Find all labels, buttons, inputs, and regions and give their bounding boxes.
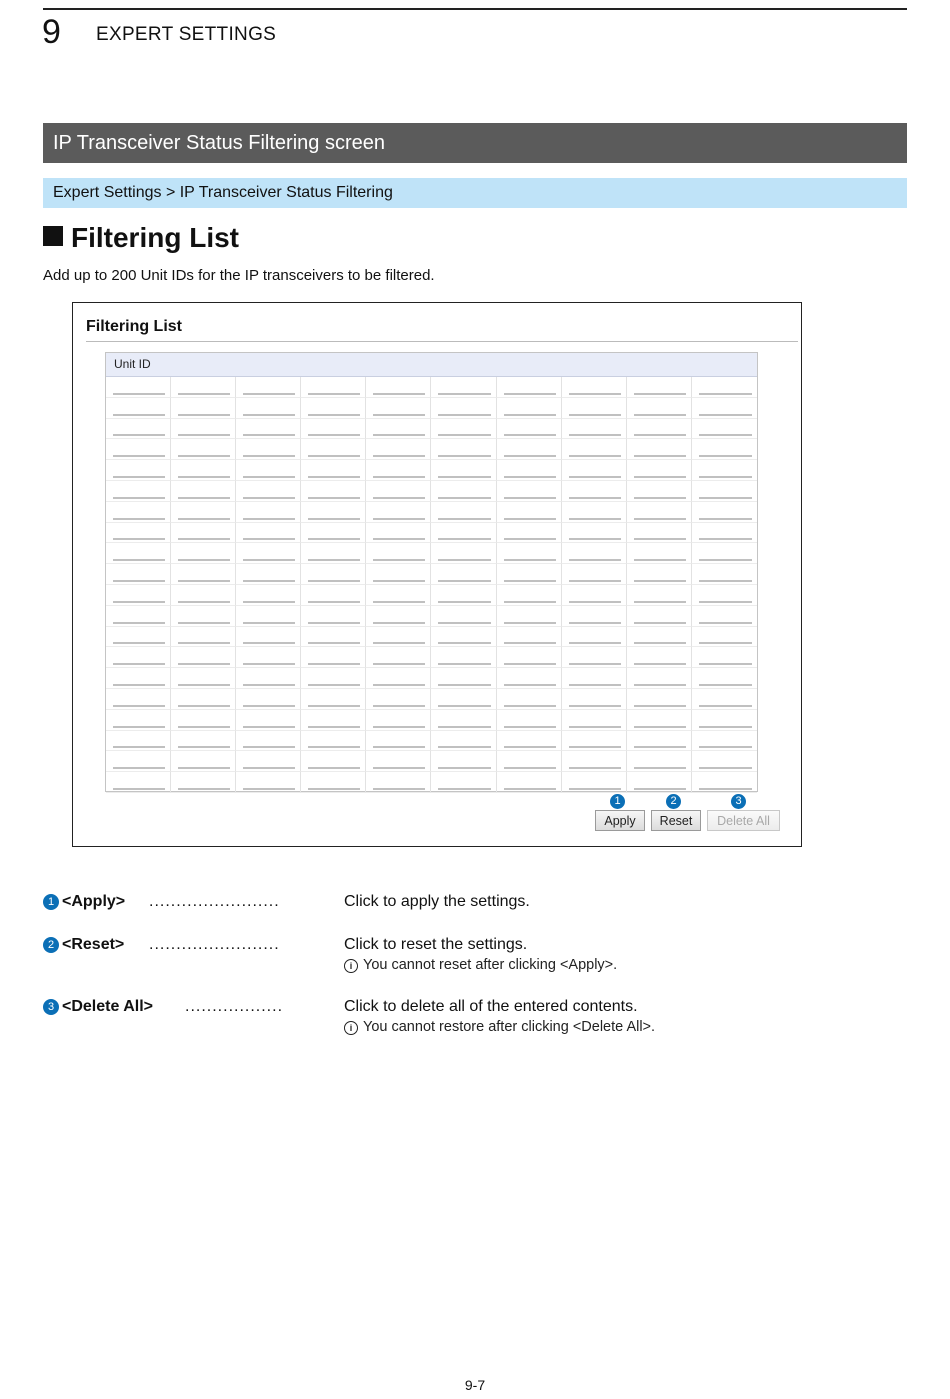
unit-id-input[interactable] xyxy=(562,481,627,502)
marker-1: 1 xyxy=(610,794,625,809)
unit-id-input[interactable] xyxy=(497,377,562,398)
unit-id-input[interactable] xyxy=(106,627,171,648)
unit-id-input[interactable] xyxy=(692,419,757,440)
unit-id-input[interactable] xyxy=(301,439,366,460)
unit-id-input[interactable] xyxy=(562,377,627,398)
unit-id-input[interactable] xyxy=(366,377,431,398)
unit-id-input[interactable] xyxy=(106,731,171,752)
unit-id-input[interactable] xyxy=(301,772,366,793)
unit-id-input[interactable] xyxy=(106,710,171,731)
description-text: Click to apply the settings. xyxy=(344,893,530,910)
unit-id-input[interactable] xyxy=(627,689,692,710)
unit-id-input[interactable] xyxy=(562,731,627,752)
chapter-number: 9 xyxy=(42,13,61,51)
unit-id-input[interactable] xyxy=(497,439,562,460)
unit-id-input[interactable] xyxy=(171,523,236,544)
unit-id-input[interactable] xyxy=(171,481,236,502)
leader-dots: ........................ xyxy=(149,936,280,953)
unit-id-input[interactable] xyxy=(627,647,692,668)
unit-id-input[interactable] xyxy=(692,523,757,544)
unit-id-input[interactable] xyxy=(497,481,562,502)
unit-id-input[interactable] xyxy=(106,564,171,585)
unit-id-input[interactable] xyxy=(236,439,301,460)
unit-id-input[interactable] xyxy=(627,772,692,793)
unit-id-input[interactable] xyxy=(497,606,562,627)
unit-id-input[interactable] xyxy=(431,731,496,752)
unit-id-input[interactable] xyxy=(366,606,431,627)
apply-button[interactable]: Apply xyxy=(595,810,645,831)
unit-id-input[interactable] xyxy=(171,606,236,627)
unit-id-input[interactable] xyxy=(497,398,562,419)
unit-id-input[interactable] xyxy=(106,585,171,606)
unit-id-input[interactable] xyxy=(171,543,236,564)
intro-text: Add up to 200 Unit IDs for the IP transceivers to be filtered. xyxy=(43,267,435,284)
description-text: Click to reset the settings. xyxy=(344,936,528,953)
page-heading xyxy=(43,220,239,256)
unit-id-input[interactable] xyxy=(366,689,431,710)
unit-id-input[interactable] xyxy=(497,460,562,481)
unit-id-input[interactable] xyxy=(106,523,171,544)
unit-id-input[interactable] xyxy=(431,523,496,544)
unit-id-input[interactable] xyxy=(366,481,431,502)
unit-id-column-header: Unit ID xyxy=(106,353,757,377)
unit-id-input[interactable] xyxy=(171,419,236,440)
unit-id-input[interactable] xyxy=(692,627,757,648)
screen-capture xyxy=(72,302,802,847)
term-label: <Reset> xyxy=(62,936,125,953)
unit-id-input[interactable] xyxy=(431,543,496,564)
chapter-title: EXPERT SETTINGS xyxy=(96,24,277,45)
unit-id-input[interactable] xyxy=(171,668,236,689)
unit-id-input[interactable] xyxy=(692,772,757,793)
unit-id-input[interactable] xyxy=(106,751,171,772)
unit-id-input[interactable] xyxy=(562,668,627,689)
unit-id-input[interactable] xyxy=(562,647,627,668)
unit-id-input[interactable] xyxy=(236,377,301,398)
panel-divider xyxy=(86,341,798,342)
unit-id-input[interactable] xyxy=(497,585,562,606)
description-note xyxy=(344,1019,655,1035)
note-text: You cannot reset after clicking <Apply>. xyxy=(363,957,618,973)
reset-button[interactable]: Reset xyxy=(651,810,701,831)
unit-id-input[interactable] xyxy=(171,585,236,606)
unit-id-input[interactable] xyxy=(106,502,171,523)
header-rule xyxy=(43,8,907,10)
unit-id-input[interactable] xyxy=(497,668,562,689)
number-badge: 1 xyxy=(43,894,59,910)
unit-id-input[interactable] xyxy=(366,627,431,648)
unit-id-input[interactable] xyxy=(497,564,562,585)
unit-id-input[interactable] xyxy=(301,710,366,731)
unit-id-input[interactable] xyxy=(692,398,757,419)
unit-id-input[interactable] xyxy=(236,731,301,752)
number-badge: 3 xyxy=(43,999,59,1015)
unit-id-input[interactable] xyxy=(106,772,171,793)
unit-id-input[interactable] xyxy=(301,689,366,710)
leader-dots: .................. xyxy=(185,998,284,1015)
unit-id-input[interactable] xyxy=(627,606,692,627)
unit-id-input[interactable] xyxy=(562,460,627,481)
unit-id-input[interactable] xyxy=(171,439,236,460)
description-text: Click to delete all of the entered contents. xyxy=(344,998,638,1015)
unit-id-input[interactable] xyxy=(431,710,496,731)
description-term xyxy=(43,998,153,1016)
unit-id-input[interactable] xyxy=(562,502,627,523)
unit-id-input[interactable] xyxy=(236,481,301,502)
unit-id-input[interactable] xyxy=(562,439,627,460)
unit-id-input[interactable] xyxy=(366,502,431,523)
unit-id-input[interactable] xyxy=(236,523,301,544)
unit-id-input[interactable] xyxy=(431,419,496,440)
unit-id-input[interactable] xyxy=(106,398,171,419)
unit-id-input[interactable] xyxy=(627,710,692,731)
unit-id-input[interactable] xyxy=(627,627,692,648)
unit-id-input[interactable] xyxy=(692,751,757,772)
unit-id-input[interactable] xyxy=(431,439,496,460)
unit-id-input[interactable] xyxy=(366,731,431,752)
unit-id-input[interactable] xyxy=(301,751,366,772)
unit-id-input[interactable] xyxy=(431,668,496,689)
unit-id-input[interactable] xyxy=(301,668,366,689)
unit-id-input[interactable] xyxy=(562,523,627,544)
unit-id-input[interactable] xyxy=(627,731,692,752)
unit-id-input[interactable] xyxy=(692,710,757,731)
square-bullet-icon xyxy=(43,226,63,246)
unit-id-input[interactable] xyxy=(301,481,366,502)
unit-id-input[interactable] xyxy=(236,419,301,440)
unit-id-input[interactable] xyxy=(366,647,431,668)
unit-id-input[interactable] xyxy=(106,481,171,502)
unit-id-input[interactable] xyxy=(106,689,171,710)
term-label: <Apply> xyxy=(62,893,126,910)
unit-id-input[interactable] xyxy=(301,627,366,648)
panel-title: Filtering List xyxy=(86,318,182,335)
unit-id-input[interactable] xyxy=(171,772,236,793)
description-term xyxy=(43,893,125,911)
unit-id-input[interactable] xyxy=(562,627,627,648)
unit-id-input[interactable] xyxy=(692,731,757,752)
unit-id-input[interactable] xyxy=(106,543,171,564)
unit-id-input[interactable] xyxy=(431,398,496,419)
unit-id-input[interactable] xyxy=(301,585,366,606)
unit-id-input[interactable] xyxy=(562,543,627,564)
unit-id-input[interactable] xyxy=(692,668,757,689)
unit-id-input[interactable] xyxy=(171,710,236,731)
unit-id-input[interactable] xyxy=(627,543,692,564)
note-text: You cannot restore after clicking <Delete All>. xyxy=(363,1019,656,1035)
unit-id-input[interactable] xyxy=(627,585,692,606)
unit-id-input[interactable] xyxy=(431,564,496,585)
unit-id-input[interactable] xyxy=(236,564,301,585)
unit-id-input[interactable] xyxy=(106,668,171,689)
unit-id-input[interactable] xyxy=(692,377,757,398)
unit-id-table xyxy=(105,352,758,792)
unit-id-input[interactable] xyxy=(366,523,431,544)
unit-id-input[interactable] xyxy=(236,460,301,481)
unit-id-input[interactable] xyxy=(171,689,236,710)
unit-id-input[interactable] xyxy=(301,564,366,585)
unit-id-input[interactable] xyxy=(301,731,366,752)
unit-id-input[interactable] xyxy=(431,377,496,398)
unit-id-input[interactable] xyxy=(106,647,171,668)
unit-id-input[interactable] xyxy=(627,460,692,481)
unit-id-input[interactable] xyxy=(431,585,496,606)
unit-id-input[interactable] xyxy=(627,751,692,772)
unit-id-input[interactable] xyxy=(562,606,627,627)
unit-id-input[interactable] xyxy=(301,523,366,544)
page-heading-text: Filtering List xyxy=(71,222,239,253)
unit-id-input[interactable] xyxy=(301,502,366,523)
unit-id-input[interactable] xyxy=(627,398,692,419)
info-icon: i xyxy=(344,1021,358,1035)
unit-id-input[interactable] xyxy=(497,689,562,710)
unit-id-input[interactable] xyxy=(692,481,757,502)
unit-id-input[interactable] xyxy=(431,606,496,627)
marker-2: 2 xyxy=(666,794,681,809)
page-number: 9-7 xyxy=(464,1377,486,1393)
unit-id-input[interactable] xyxy=(106,439,171,460)
unit-id-input[interactable] xyxy=(627,668,692,689)
unit-id-input[interactable] xyxy=(366,419,431,440)
unit-id-grid xyxy=(106,377,757,793)
unit-id-input[interactable] xyxy=(366,564,431,585)
unit-id-input[interactable] xyxy=(301,647,366,668)
unit-id-input[interactable] xyxy=(171,751,236,772)
unit-id-input[interactable] xyxy=(301,377,366,398)
unit-id-input[interactable] xyxy=(562,419,627,440)
unit-id-input[interactable] xyxy=(692,606,757,627)
description-term xyxy=(43,936,124,954)
unit-id-input[interactable] xyxy=(627,377,692,398)
unit-id-input[interactable] xyxy=(171,731,236,752)
unit-id-input[interactable] xyxy=(236,689,301,710)
unit-id-input[interactable] xyxy=(431,502,496,523)
unit-id-input[interactable] xyxy=(366,668,431,689)
unit-id-input[interactable] xyxy=(497,731,562,752)
unit-id-input[interactable] xyxy=(562,751,627,772)
leader-dots: ........................ xyxy=(149,893,280,910)
unit-id-input[interactable] xyxy=(627,481,692,502)
unit-id-input[interactable] xyxy=(106,460,171,481)
unit-id-input[interactable] xyxy=(366,751,431,772)
unit-id-input[interactable] xyxy=(627,439,692,460)
unit-id-input[interactable] xyxy=(627,564,692,585)
unit-id-input[interactable] xyxy=(106,606,171,627)
unit-id-input[interactable] xyxy=(171,502,236,523)
number-badge: 2 xyxy=(43,937,59,953)
unit-id-input[interactable] xyxy=(431,772,496,793)
unit-id-input[interactable] xyxy=(366,439,431,460)
unit-id-input[interactable] xyxy=(692,689,757,710)
unit-id-input[interactable] xyxy=(562,564,627,585)
unit-id-input[interactable] xyxy=(562,689,627,710)
unit-id-input[interactable] xyxy=(236,585,301,606)
section-title-bar: IP Transceiver Status Filtering screen xyxy=(43,123,907,163)
unit-id-input[interactable] xyxy=(431,751,496,772)
unit-id-input[interactable] xyxy=(366,543,431,564)
unit-id-input[interactable] xyxy=(431,627,496,648)
unit-id-input[interactable] xyxy=(366,772,431,793)
delete-all-button[interactable]: Delete All xyxy=(707,810,780,831)
unit-id-input[interactable] xyxy=(562,710,627,731)
unit-id-input[interactable] xyxy=(497,627,562,648)
unit-id-input[interactable] xyxy=(106,377,171,398)
unit-id-input[interactable] xyxy=(431,647,496,668)
unit-id-input[interactable] xyxy=(692,439,757,460)
unit-id-input[interactable] xyxy=(171,627,236,648)
term-label: <Delete All> xyxy=(62,998,154,1015)
unit-id-input[interactable] xyxy=(497,710,562,731)
unit-id-input[interactable] xyxy=(301,419,366,440)
unit-id-input[interactable] xyxy=(171,398,236,419)
unit-id-input[interactable] xyxy=(236,772,301,793)
unit-id-input[interactable] xyxy=(301,543,366,564)
unit-id-input[interactable] xyxy=(692,585,757,606)
unit-id-input[interactable] xyxy=(366,460,431,481)
unit-id-input[interactable] xyxy=(497,647,562,668)
unit-id-input[interactable] xyxy=(431,460,496,481)
unit-id-input[interactable] xyxy=(301,398,366,419)
unit-id-input[interactable] xyxy=(431,689,496,710)
unit-id-input[interactable] xyxy=(497,772,562,793)
unit-id-input[interactable] xyxy=(431,481,496,502)
unit-id-input[interactable] xyxy=(627,523,692,544)
unit-id-input[interactable] xyxy=(366,710,431,731)
unit-id-input[interactable] xyxy=(171,564,236,585)
unit-id-input[interactable] xyxy=(692,460,757,481)
marker-3: 3 xyxy=(731,794,746,809)
unit-id-input[interactable] xyxy=(236,668,301,689)
unit-id-input[interactable] xyxy=(366,585,431,606)
unit-id-input[interactable] xyxy=(236,647,301,668)
unit-id-input[interactable] xyxy=(497,502,562,523)
breadcrumb: Expert Settings > IP Transceiver Status Filtering xyxy=(43,178,907,208)
unit-id-input[interactable] xyxy=(106,419,171,440)
unit-id-input[interactable] xyxy=(692,564,757,585)
unit-id-input[interactable] xyxy=(497,419,562,440)
unit-id-input[interactable] xyxy=(366,398,431,419)
unit-id-input[interactable] xyxy=(236,751,301,772)
unit-id-input[interactable] xyxy=(692,647,757,668)
unit-id-input[interactable] xyxy=(236,543,301,564)
unit-id-input[interactable] xyxy=(562,772,627,793)
unit-id-input[interactable] xyxy=(692,543,757,564)
unit-id-input[interactable] xyxy=(236,398,301,419)
unit-id-input[interactable] xyxy=(497,543,562,564)
unit-id-input[interactable] xyxy=(562,585,627,606)
unit-id-input[interactable] xyxy=(301,460,366,481)
unit-id-input[interactable] xyxy=(236,502,301,523)
unit-id-input[interactable] xyxy=(497,751,562,772)
unit-id-input[interactable] xyxy=(171,647,236,668)
unit-id-input[interactable] xyxy=(171,377,236,398)
unit-id-input[interactable] xyxy=(171,460,236,481)
unit-id-input[interactable] xyxy=(627,502,692,523)
unit-id-input[interactable] xyxy=(236,627,301,648)
unit-id-input[interactable] xyxy=(562,398,627,419)
unit-id-input[interactable] xyxy=(236,606,301,627)
description-note xyxy=(344,957,617,973)
unit-id-input[interactable] xyxy=(692,502,757,523)
unit-id-input[interactable] xyxy=(236,710,301,731)
unit-id-input[interactable] xyxy=(497,523,562,544)
info-icon: i xyxy=(344,959,358,973)
unit-id-input[interactable] xyxy=(627,419,692,440)
unit-id-input[interactable] xyxy=(301,606,366,627)
